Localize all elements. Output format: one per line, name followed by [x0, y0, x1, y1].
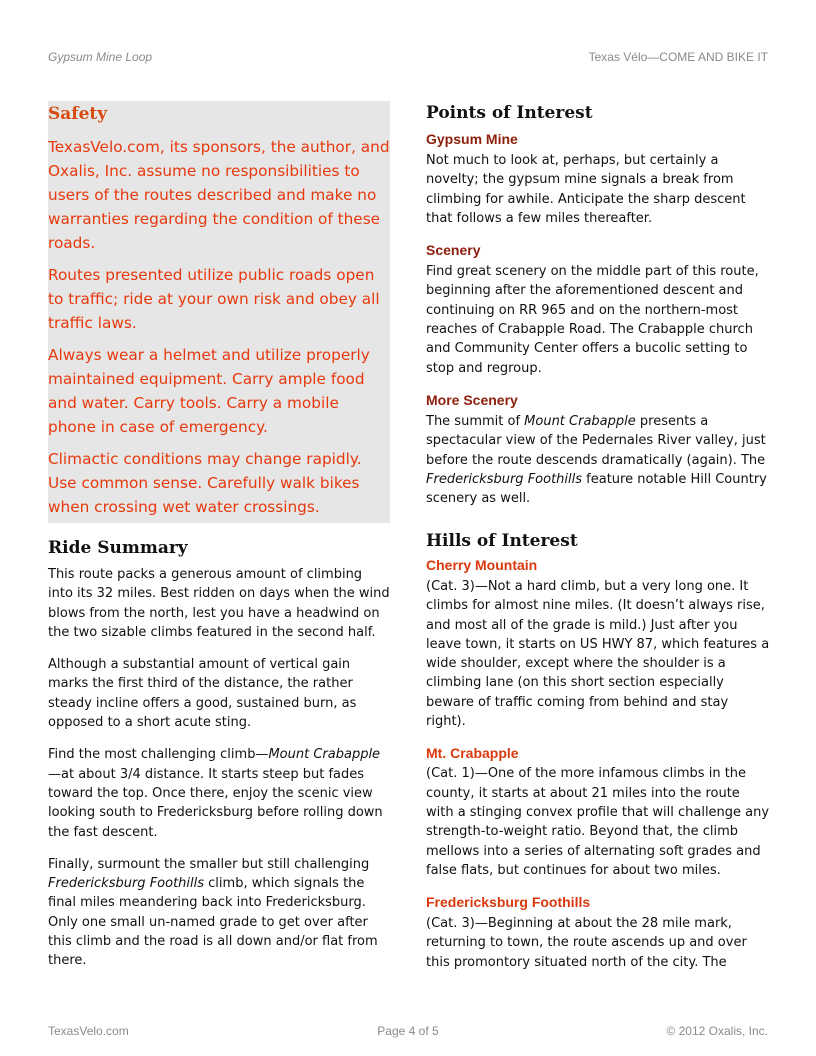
ride-summary-paragraph [48, 745, 390, 841]
footer-site: TexasVelo.com [48, 1024, 129, 1038]
ride-summary-paragraph: Although a substantial amount of vertical gain marks the first third of the distance, the rather steady incline offers a good, sustained burn, as opposed to a short acute sting. [48, 657, 357, 731]
text-run: The summit of [426, 413, 525, 429]
gypsum-mine-text: Not much to look at, perhaps, but certainly a novelty; the gypsum mine signals a break from climbing for awhile. Anticipate the sharp descent that follows a few miles thereafter. [426, 153, 746, 226]
emphasis-text: Mount Crabapple [268, 747, 381, 763]
text-run: Find the most challenging climb— [48, 747, 269, 763]
emphasis-text: Fredericksburg Foothills [426, 471, 583, 487]
header-tagline: Texas Vélo—COME AND BIKE IT [588, 50, 768, 64]
mt-crabapple-text: (Cat. 1)—One of the more infamous climbs in the county, it starts at about 21 miles into the route with a stinging convex profile that will challenge any strength-to-weight ratio. Beyond that, the climb mellows into a series of alternating soft grades and false flats, but continues for about two miles. [426, 766, 770, 878]
fredericksburg-foothills-heading: Fredericksburg Foothills [426, 894, 591, 911]
ride-summary-title: Ride Summary [48, 538, 188, 558]
page-number: Page 4 of 5 [377, 1024, 439, 1038]
more-scenery-text [426, 412, 770, 508]
points-of-interest-title: Points of Interest [426, 103, 593, 123]
ride-summary-section [48, 537, 390, 971]
hills-of-interest-title: Hills of Interest [426, 531, 578, 551]
ride-summary-paragraph: This route packs a generous amount of climbing into its 32 miles. Best ridden on days when the wind blows from the north, lest you have a headwind on the two sizable climbs featured in the second half. [48, 567, 390, 640]
ride-summary-paragraph [48, 855, 390, 971]
scenery-text: Find great scenery on the middle part of this route, beginning after the aforementioned descent and continuing on RR 965 and on the northern-most reaches of Crabapple Road. The Crabapple church and Community Center offers a bucolic setting to stop and regroup. [426, 264, 759, 376]
safety-paragraph: Climactic conditions may change rapidly. Use common sense. Carefully walk bikes when crossing wet water crossings. [48, 450, 362, 516]
text-run: Finally, surmount the smaller but still challenging [48, 856, 370, 872]
hills-of-interest-section [426, 530, 770, 972]
safety-title: Safety [48, 104, 108, 124]
cherry-mountain-text: (Cat. 3)—Not a hard climb, but a very long one. It climbs for almost nine miles. (It doesn’t always rise, and most all of the grade is mild.) Just after you leave town, it starts on US HWY 87, which features a wide shoulder, except where the shoulder is a climbing lane (on this short section especially beware of traffic coming from behind and stay right). [426, 579, 770, 730]
scenery-heading: Scenery [426, 242, 481, 259]
mt-crabapple-heading: Mt. Crabapple [426, 745, 519, 762]
points-of-interest-section [426, 102, 770, 508]
emphasis-text: Mount Crabapple [524, 413, 636, 429]
emphasis-text: Fredericksburg Foothills [48, 876, 205, 892]
text-run: feature notable Hill Country scenery as well. [426, 471, 767, 507]
footer-copyright: © 2012 Oxalis, Inc. [666, 1024, 768, 1038]
fredericksburg-foothills-text: (Cat. 3)—Beginning at about the 28 mile mark, returning to town, the route ascends up and over this promontory situated north of the city. The [426, 916, 747, 970]
safety-box [48, 101, 390, 523]
text-run: presents a spectacular view of the Pedernales River valley, just before the route descends dramatically (again). The [426, 413, 766, 468]
cherry-mountain-heading: Cherry Mountain [426, 557, 538, 573]
header-title: Gypsum Mine Loop [48, 50, 153, 64]
safety-paragraph: Routes presented utilize public roads open to traffic; ride at your own risk and obey all traffic laws. [48, 266, 380, 332]
gypsum-mine-heading: Gypsum Mine [426, 131, 518, 147]
more-scenery-heading: More Scenery [426, 391, 518, 408]
safety-paragraph: Always wear a helmet and utilize properly maintained equipment. Carry ample food and water. Carry tools. Carry a mobile phone in case of emergency. [48, 346, 370, 436]
text-run: climb, which signals the final miles meandering back into Fredericksburg. Only one small un-named grade to get over after this climb and the road is all down and/or flat from there. [48, 876, 378, 969]
text-run: —at about 3/4 distance. It starts steep but fades toward the top. Once there, enjoy the scenic view looking south to Fredericksburg before rolling down the fast descent. [48, 766, 383, 840]
safety-paragraph: TexasVelo.com, its sponsors, the author, and Oxalis, Inc. assume no responsibilities to users of the routes described and make no warranties regarding the condition of these roads. [48, 138, 390, 252]
